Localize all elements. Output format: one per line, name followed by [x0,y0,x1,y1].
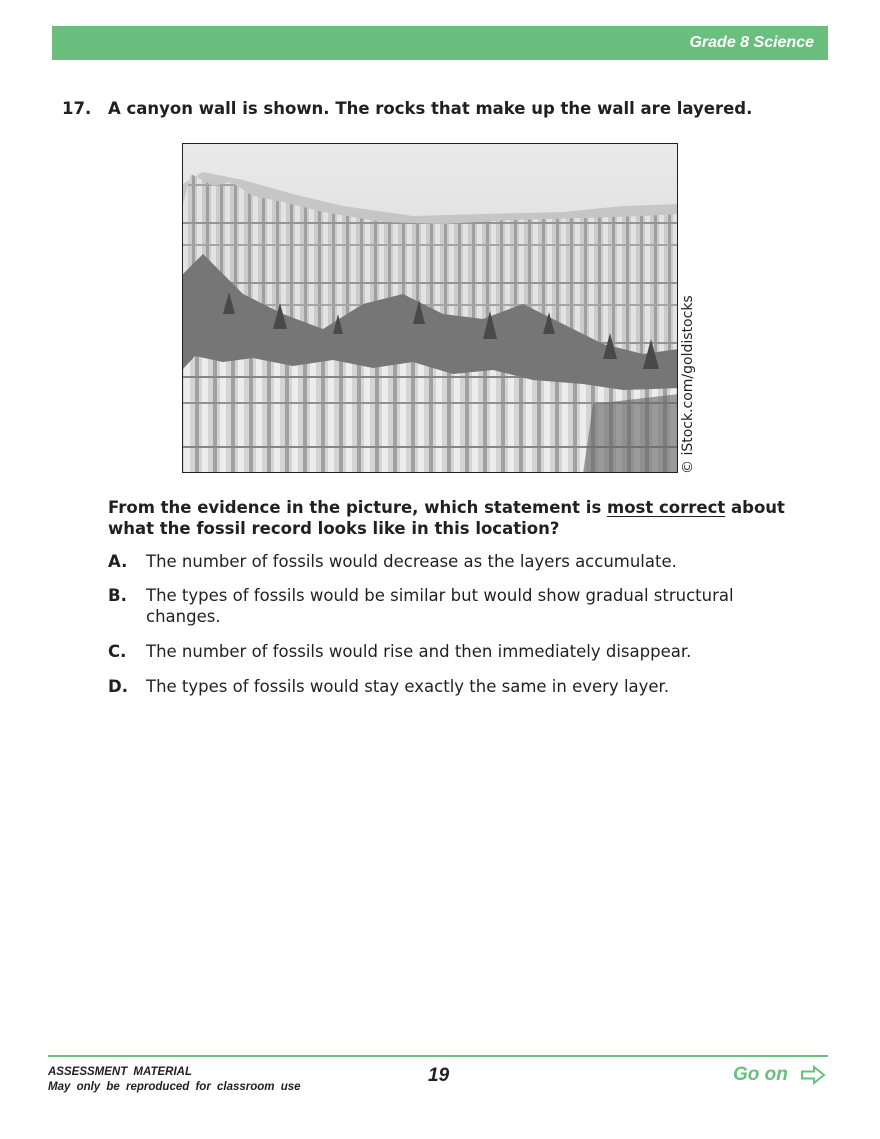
prompt-text-end: about what the fossil record looks like in this location? [108,498,785,538]
choice-text: The types of fossils would stay exactly the same in every layer. [146,677,670,696]
canyon-photo-illustration [183,144,678,473]
footer-line-1: ASSESSMENT MATERIAL [48,1066,192,1078]
header-title: Grade 8 Science [689,34,814,51]
choice-letter: D. [108,677,128,696]
choice-letter: C. [108,642,127,661]
prompt-emphasis: most correct [607,498,726,517]
footer-divider [48,1055,828,1057]
choice-letter: B. [108,586,127,605]
choice-text: The number of fossils would rise and then immediately disappear. [146,642,692,661]
header-band [52,26,828,60]
footer-line-2: May only be reproduced for classroom use [48,1081,301,1093]
page-number: 19 [428,1065,450,1086]
choice-text: The types of fossils would be similar but would show gradual structural changes. [146,586,734,626]
question-stem: A canyon wall is shown. The rocks that make up the wall are layered. [108,99,753,118]
choice-text: The number of fossils would decrease as the layers accumulate. [146,552,677,571]
canyon-photo [182,143,678,473]
arrow-right-icon [800,1065,826,1085]
question-prompt [108,497,820,539]
choice-letter: A. [108,552,128,571]
footer-notice [48,1065,301,1095]
prompt-text-start: From the evidence in the picture, which statement is [108,498,608,517]
photo-credit: © iStock.com/goldistocks [680,295,696,474]
question-number: 17. [62,99,92,118]
go-on-label: Go on [733,1064,788,1085]
